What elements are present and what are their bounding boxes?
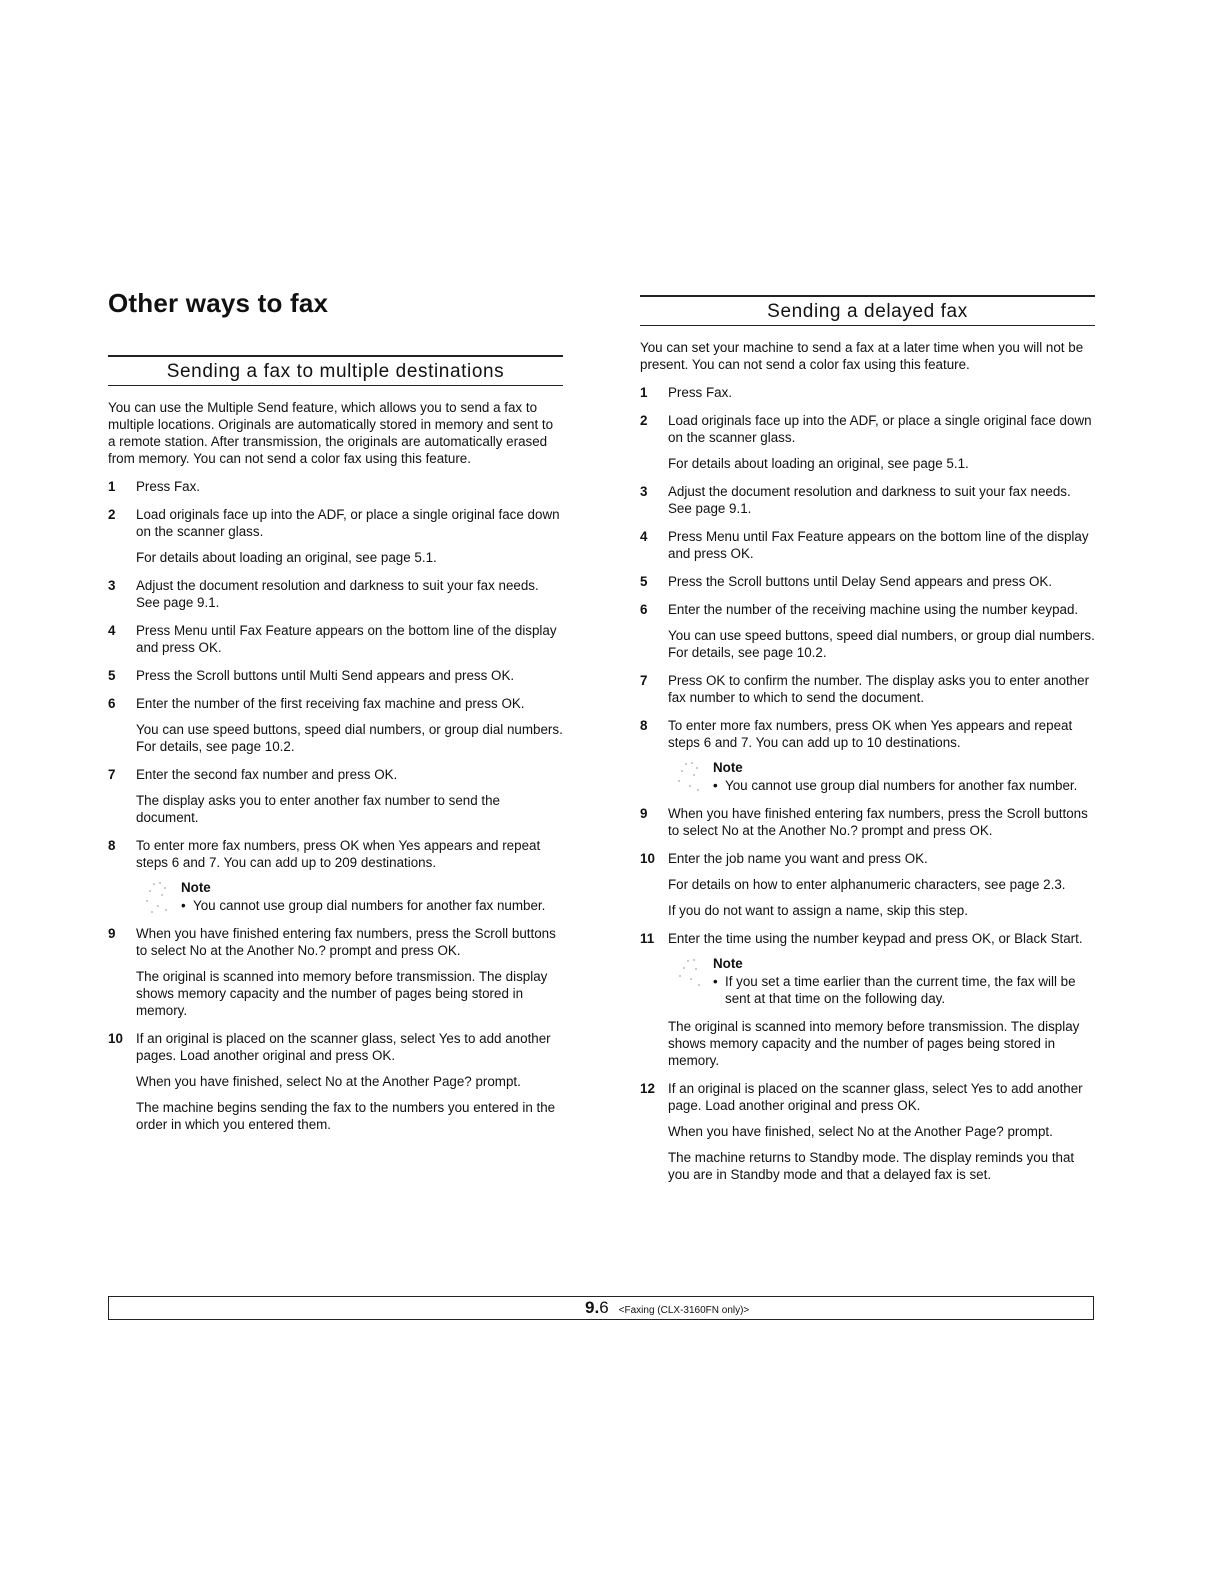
step-number: 9 [640, 806, 648, 821]
step-item [640, 717, 1095, 794]
step-item [108, 837, 563, 914]
step-text: Load originals face up into the ADF, or place a single original face down on the scanner glass. [668, 413, 1092, 445]
step-item [640, 573, 1095, 590]
step-item [640, 412, 1095, 472]
step-detail: You can use speed buttons, speed dial numbers, or group dial numbers. For details, see page 10.2. [136, 722, 563, 754]
step-detail: The machine begins sending the fax to the numbers you entered in the order in which you entered them. [136, 1100, 556, 1132]
step-number: 12 [640, 1081, 655, 1096]
step-item [108, 478, 563, 495]
chapter-label: <Faxing (CLX-3160FN only)> [618, 1305, 750, 1316]
bullet: • [713, 974, 718, 989]
note-box [668, 955, 1095, 1007]
step-item [108, 1030, 563, 1133]
bullet: • [181, 898, 186, 913]
page-footer [108, 1296, 1094, 1320]
step-detail: You can use speed buttons, speed dial numbers, or group dial numbers. For details, see page 10.2. [668, 628, 1095, 660]
note-icon [672, 759, 706, 797]
step-number: 6 [640, 602, 648, 617]
note-box [668, 759, 1095, 794]
intro-paragraph: You can set your machine to send a fax at a later time when you will not be present. You can not send a color fax using this feature. [640, 340, 1084, 372]
step-text: Press OK to confirm the number. The display asks you to enter another fax number to which to send the document. [668, 673, 1090, 705]
step-item [640, 528, 1095, 562]
step-text: Press the Scroll buttons until Multi Send appears and press OK. [136, 668, 515, 683]
note-item [181, 897, 563, 914]
step-text: Adjust the document resolution and darkness to suit your fax needs. See page 9.1. [668, 484, 1071, 516]
step-text: Enter the second fax number and press OK. [136, 767, 398, 782]
step-number: 10 [640, 851, 655, 866]
step-item [640, 1080, 1095, 1183]
step-number: 7 [108, 767, 116, 782]
step-number: 5 [108, 668, 116, 683]
step-text: Press Menu until Fax Feature appears on the bottom line of the display and press OK. [668, 529, 1089, 561]
step-text: Load originals face up into the ADF, or place a single original face down on the scanner glass. [136, 507, 560, 539]
step-number: 3 [640, 484, 648, 499]
step-text: When you have finished entering fax numbers, press the Scroll buttons to select No at the Another No.? prompt and press OK. [668, 806, 1088, 838]
step-text: When you have finished entering fax numbers, press the Scroll buttons to select No at the Another No.? prompt and press OK. [136, 926, 556, 958]
step-detail: When you have finished, select No at the Another Page? prompt. [136, 1074, 521, 1089]
step-item [640, 384, 1095, 401]
step-detail: The machine returns to Standby mode. The display reminds you that you are in Standby mode and that a delayed fax is set. [668, 1150, 1075, 1182]
step-number: 8 [640, 718, 648, 733]
step-detail: When you have finished, select No at the Another Page? prompt. [668, 1124, 1053, 1139]
note-box [136, 879, 563, 914]
step-number: 4 [640, 529, 648, 544]
step-text: To enter more fax numbers, press OK when Yes appears and repeat steps 6 and 7. You can add up to 209 destinations. [136, 838, 541, 870]
step-number: 1 [640, 385, 648, 400]
step-item [640, 672, 1095, 706]
step-text: Press Fax. [136, 479, 200, 494]
step-text: If an original is placed on the scanner glass, select Yes to add another page. Load another original and press OK. [668, 1081, 1083, 1113]
step-number: 1 [108, 479, 116, 494]
note-title: Note [181, 880, 211, 895]
step-item [108, 695, 563, 755]
step-item [108, 622, 563, 656]
note-title: Note [713, 760, 743, 775]
step-detail: The original is scanned into memory before transmission. The display shows memory capacity and the number of pages being stored in memory. [136, 969, 548, 1018]
step-item [108, 506, 563, 566]
step-text: To enter more fax numbers, press OK when Yes appears and repeat steps 6 and 7. You can add up to 10 destinations. [668, 718, 1073, 750]
step-text: Enter the time using the number keypad and press OK, or Black Start. [668, 931, 1083, 946]
step-item [640, 805, 1095, 839]
step-number: 5 [640, 574, 648, 589]
page-number: 9. [585, 1298, 600, 1317]
step-text: Enter the job name you want and press OK. [668, 851, 928, 866]
step-detail: The display asks you to enter another fax number to send the document. [136, 793, 500, 825]
step-item [640, 601, 1095, 661]
note-text: You cannot use group dial numbers for another fax number. [193, 898, 546, 913]
step-detail: For details about loading an original, see page 5.1. [668, 456, 969, 471]
note-title: Note [713, 956, 743, 971]
step-number: 2 [108, 507, 116, 522]
note-item [713, 777, 1095, 794]
step-detail: The original is scanned into memory before transmission. The display shows memory capacity and the number of pages being stored in memory. [668, 1019, 1080, 1068]
page-number-sub: 6 [599, 1298, 609, 1317]
left-column [108, 355, 563, 1144]
step-number: 3 [108, 578, 116, 593]
section-heading-multiple: Sending a fax to multiple destinations [108, 355, 563, 386]
note-icon [672, 955, 706, 993]
note-text: You cannot use group dial numbers for another fax number. [725, 778, 1078, 793]
note-icon [140, 879, 174, 917]
step-number: 10 [108, 1031, 123, 1046]
step-detail: For details about loading an original, see page 5.1. [136, 550, 437, 565]
step-detail: For details on how to enter alphanumeric characters, see page 2.3. [668, 877, 1066, 892]
step-item [108, 577, 563, 611]
step-item [108, 766, 563, 826]
step-item [640, 930, 1095, 1007]
step-item [108, 925, 563, 1019]
step-number: 8 [108, 838, 116, 853]
section-heading-delayed: Sending a delayed fax [640, 295, 1095, 326]
step-text: If an original is placed on the scanner glass, select Yes to add another pages. Load another original and press OK. [136, 1031, 551, 1063]
step-number: 9 [108, 926, 116, 941]
step-item [108, 667, 563, 684]
step-text: Press Fax. [668, 385, 732, 400]
step-item [640, 483, 1095, 517]
step-text: Press the Scroll buttons until Delay Send appears and press OK. [668, 574, 1053, 589]
footer-content [585, 1298, 749, 1318]
step-number: 7 [640, 673, 648, 688]
step-text: Enter the number of the receiving machine using the number keypad. [668, 602, 1079, 617]
step-detail: If you do not want to assign a name, skip this step. [668, 903, 968, 918]
right-column [640, 295, 1095, 1194]
step-number: 2 [640, 413, 648, 428]
step-number: 4 [108, 623, 116, 638]
step-text: Press Menu until Fax Feature appears on the bottom line of the display and press OK. [136, 623, 557, 655]
step-number: 11 [640, 931, 655, 946]
page-title: Other ways to fax [108, 288, 329, 318]
step-text: Adjust the document resolution and darkness to suit your fax needs. See page 9.1. [136, 578, 539, 610]
step-item [640, 850, 1095, 919]
step-number: 6 [108, 696, 116, 711]
bullet: • [713, 778, 718, 793]
note-item [713, 973, 1095, 1007]
intro-paragraph: You can use the Multiple Send feature, which allows you to send a fax to multiple locations. Originals are automatically stored in memory and sent to a remote station. After transmission, the originals are automatically erased from memory. You can not send a color fax using this feature. [108, 400, 554, 466]
note-text: If you set a time earlier than the current time, the fax will be sent at that time on the following day. [725, 974, 1076, 1006]
step-text: Enter the number of the first receiving fax machine and press OK. [136, 696, 525, 711]
